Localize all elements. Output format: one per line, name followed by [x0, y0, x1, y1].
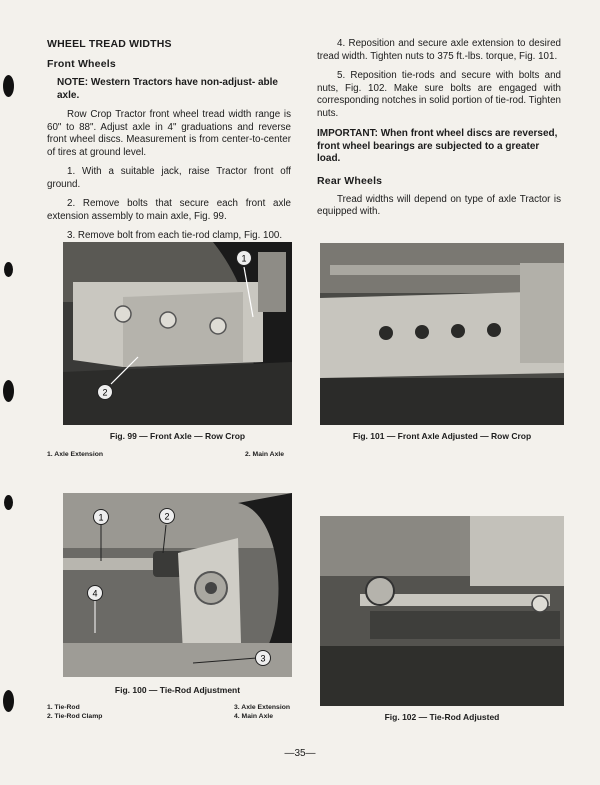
fig-100-callout-3	[256, 651, 271, 666]
fig-100-legend-right	[234, 704, 290, 721]
fig-100-legend-3: 3. Axle Extension	[234, 704, 291, 711]
punch-hole	[3, 75, 14, 97]
fig-99-callout-2	[98, 385, 113, 400]
step-3: 3. Remove bolt from each tie-rod clamp, Fig. 100.	[67, 230, 283, 241]
fig-102-caption: Fig. 102 — Tie-Rod Adjusted	[384, 712, 500, 722]
right-text-column	[317, 38, 561, 219]
step-2: 2. Remove bolts that secure each front axle extension assembly to main axle, Fig. 99.	[47, 198, 291, 222]
fig-100-legend-left	[47, 704, 102, 721]
step-1: 1. With a suitable jack, raise Tractor front off ground.	[47, 166, 291, 190]
svg-text:2: 2	[102, 387, 108, 398]
fig-100-callout-4	[88, 586, 103, 601]
fig-102-photo	[320, 516, 564, 706]
important-warning: IMPORTANT: When front wheel discs are reversed, front wheel bearings are subjected to a greater load.	[317, 128, 558, 164]
svg-text:3: 3	[260, 653, 266, 664]
fig-100-callout-1	[94, 510, 109, 525]
fig-100-legend-4: 4. Main Axle	[234, 712, 274, 720]
svg-text:1: 1	[241, 253, 247, 264]
fig-99-callouts	[63, 242, 292, 425]
front-wheels-heading: Front Wheels	[47, 58, 116, 70]
fig-101-photo	[320, 243, 564, 425]
page-number: —35—	[284, 748, 316, 759]
step-4: 4. Reposition and secure axle extension to desired tread width. Tighten nuts to 375 ft.-lbs. torque, Fig. 101.	[317, 38, 561, 62]
svg-text:1: 1	[98, 512, 104, 523]
fig-100-caption: Fig. 100 — Tie-Rod Adjustment	[114, 685, 241, 695]
fig-100-legend-1: 1. Tie-Rod	[47, 704, 80, 711]
punch-hole	[3, 380, 14, 402]
tread-range-paragraph: Row Crop Tractor front wheel tread width range is 60" to 88". Adjust axle in 4" graduations and reverse front wheel discs. Measurement is from center-to-center of tires at ground level.	[47, 109, 291, 158]
fig-99-callout-1	[237, 251, 252, 266]
rear-wheels-heading: Rear Wheels	[317, 174, 383, 187]
western-tractor-note: NOTE: Western Tractors have non-adjust- able axle.	[57, 77, 278, 101]
punch-hole	[4, 262, 13, 277]
fig-100-callouts	[63, 493, 292, 677]
left-text-column	[47, 38, 291, 243]
section-heading: WHEEL TREAD WIDTHS	[47, 38, 172, 50]
svg-text:4: 4	[92, 588, 98, 599]
fig-100-callout-2	[160, 509, 175, 524]
fig-99-legend-1: 1. Axle Extension	[47, 451, 104, 458]
fig-101-caption: Fig. 101 — Front Axle Adjusted — Row Crop	[352, 431, 532, 441]
fig-99-caption: Fig. 99 — Front Axle — Row Crop	[109, 431, 246, 441]
punch-hole	[4, 495, 13, 510]
svg-text:2: 2	[164, 511, 170, 522]
step-5: 5. Reposition tie-rods and secure with bolts and nuts, Fig. 102. Make sure bolts are engaged with corresponding notches in solid portion of tie-rod. Tighten nuts.	[317, 70, 561, 119]
fig-99-legend-2: 2. Main Axle	[245, 451, 285, 458]
fig-100-legend-2: 2. Tie-Rod Clamp	[47, 712, 103, 720]
punch-hole	[3, 690, 14, 712]
rear-wheels-paragraph: Tread widths will depend on type of axle Tractor is equipped with.	[317, 193, 561, 217]
